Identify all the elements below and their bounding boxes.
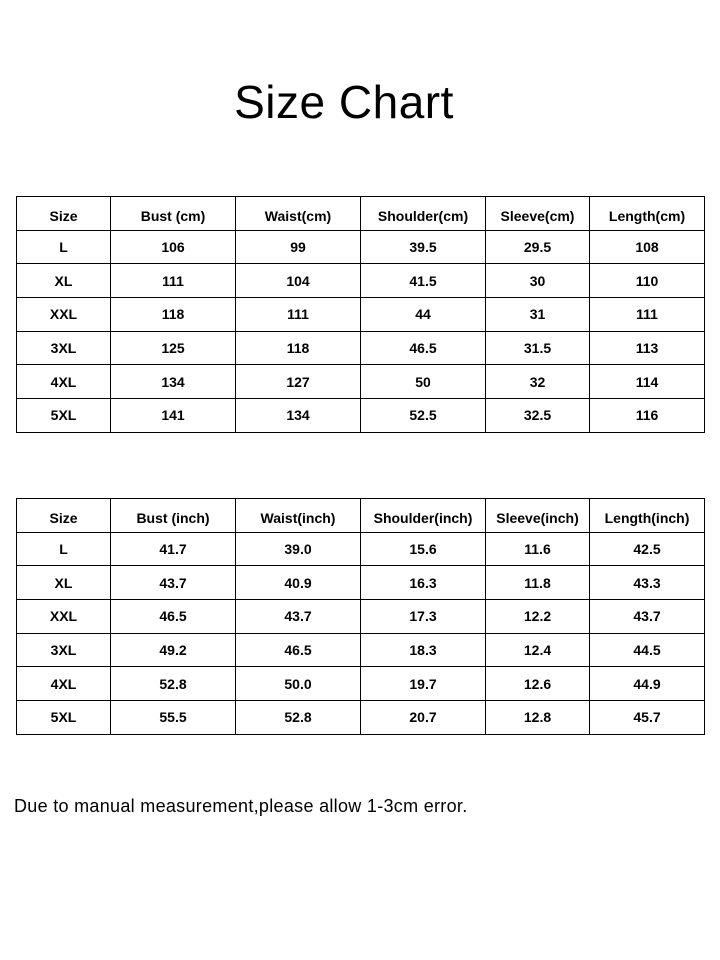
table-row	[17, 701, 705, 735]
table-row	[17, 667, 705, 701]
measurement-cell: 134	[111, 365, 236, 399]
size-cell: XXL	[17, 600, 111, 634]
column-header: Size	[17, 197, 111, 231]
column-header: Waist(cm)	[236, 197, 361, 231]
measurement-cell: 99	[236, 230, 361, 264]
measurement-cell: 18.3	[361, 633, 486, 667]
page-title: Size Chart	[234, 76, 454, 128]
table-row	[17, 600, 705, 634]
measurement-cell: 111	[111, 264, 236, 298]
column-header: Length(cm)	[590, 197, 705, 231]
table-row	[17, 532, 705, 566]
measurement-cell: 43.7	[111, 566, 236, 600]
size-cell: XL	[17, 566, 111, 600]
table-row	[17, 566, 705, 600]
measurement-cell: 39.5	[361, 230, 486, 264]
size-table-cm	[16, 196, 705, 433]
table-row	[17, 365, 705, 399]
measurement-cell: 125	[111, 331, 236, 365]
measurement-cell: 31	[486, 298, 590, 332]
measurement-cell: 20.7	[361, 701, 486, 735]
size-cell: L	[17, 532, 111, 566]
column-header: Shoulder(inch)	[361, 499, 486, 533]
size-cell: 4XL	[17, 365, 111, 399]
measurement-cell: 12.6	[486, 667, 590, 701]
measurement-cell: 43.7	[590, 600, 705, 634]
measurement-cell: 41.7	[111, 532, 236, 566]
measurement-cell: 11.8	[486, 566, 590, 600]
measurement-cell: 49.2	[111, 633, 236, 667]
table-row	[17, 399, 705, 433]
measurement-cell: 32.5	[486, 399, 590, 433]
size-cell: 4XL	[17, 667, 111, 701]
measurement-cell: 46.5	[361, 331, 486, 365]
measurement-cell: 44.5	[590, 633, 705, 667]
measurement-cell: 45.7	[590, 701, 705, 735]
measurement-cell: 104	[236, 264, 361, 298]
column-header: Shoulder(cm)	[361, 197, 486, 231]
column-header: Size	[17, 499, 111, 533]
measurement-cell: 11.6	[486, 532, 590, 566]
measurement-cell: 43.3	[590, 566, 705, 600]
measurement-cell: 40.9	[236, 566, 361, 600]
column-header: Bust (inch)	[111, 499, 236, 533]
size-cell: 5XL	[17, 399, 111, 433]
table-row	[17, 264, 705, 298]
measurement-note: Due to manual measurement,please allow 1-3cm error.	[14, 796, 468, 816]
measurement-cell: 44.9	[590, 667, 705, 701]
size-cell: 3XL	[17, 331, 111, 365]
measurement-cell: 16.3	[361, 566, 486, 600]
measurement-cell: 52.5	[361, 399, 486, 433]
column-header: Sleeve(inch)	[486, 499, 590, 533]
measurement-cell: 111	[590, 298, 705, 332]
measurement-cell: 31.5	[486, 331, 590, 365]
measurement-cell: 12.4	[486, 633, 590, 667]
measurement-cell: 43.7	[236, 600, 361, 634]
table-header-row	[17, 499, 705, 533]
measurement-cell: 106	[111, 230, 236, 264]
measurement-cell: 50	[361, 365, 486, 399]
measurement-cell: 46.5	[236, 633, 361, 667]
measurement-cell: 113	[590, 331, 705, 365]
measurement-cell: 15.6	[361, 532, 486, 566]
measurement-cell: 110	[590, 264, 705, 298]
column-header: Sleeve(cm)	[486, 197, 590, 231]
table-row	[17, 230, 705, 264]
size-table-inch	[16, 498, 705, 735]
size-cell: 5XL	[17, 701, 111, 735]
measurement-cell: 19.7	[361, 667, 486, 701]
column-header: Waist(inch)	[236, 499, 361, 533]
measurement-cell: 12.2	[486, 600, 590, 634]
measurement-cell: 12.8	[486, 701, 590, 735]
measurement-cell: 44	[361, 298, 486, 332]
table-header-row	[17, 197, 705, 231]
size-cell: L	[17, 230, 111, 264]
measurement-cell: 41.5	[361, 264, 486, 298]
measurement-cell: 127	[236, 365, 361, 399]
measurement-cell: 52.8	[236, 701, 361, 735]
measurement-cell: 32	[486, 365, 590, 399]
measurement-cell: 50.0	[236, 667, 361, 701]
table-row	[17, 331, 705, 365]
measurement-cell: 118	[111, 298, 236, 332]
measurement-cell: 42.5	[590, 532, 705, 566]
measurement-cell: 46.5	[111, 600, 236, 634]
measurement-cell: 118	[236, 331, 361, 365]
size-cell: XXL	[17, 298, 111, 332]
measurement-cell: 134	[236, 399, 361, 433]
column-header: Bust (cm)	[111, 197, 236, 231]
measurement-cell: 108	[590, 230, 705, 264]
column-header: Length(inch)	[590, 499, 705, 533]
table-row	[17, 633, 705, 667]
measurement-cell: 116	[590, 399, 705, 433]
measurement-cell: 29.5	[486, 230, 590, 264]
measurement-cell: 114	[590, 365, 705, 399]
size-cell: 3XL	[17, 633, 111, 667]
measurement-cell: 55.5	[111, 701, 236, 735]
size-cell: XL	[17, 264, 111, 298]
measurement-cell: 39.0	[236, 532, 361, 566]
measurement-cell: 111	[236, 298, 361, 332]
measurement-cell: 30	[486, 264, 590, 298]
measurement-cell: 52.8	[111, 667, 236, 701]
measurement-cell: 141	[111, 399, 236, 433]
measurement-cell: 17.3	[361, 600, 486, 634]
table-row	[17, 298, 705, 332]
